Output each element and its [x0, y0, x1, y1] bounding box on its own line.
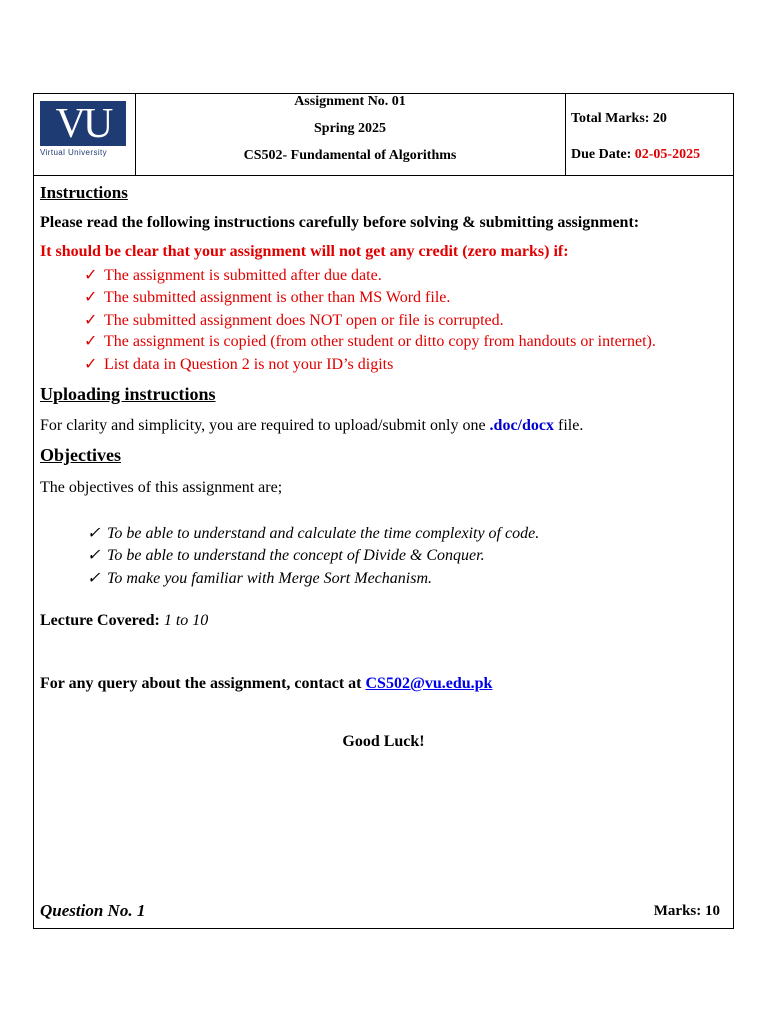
good-luck: Good Luck!: [342, 733, 425, 750]
vu-logo-letters: VU: [55, 101, 111, 147]
objective-item: ✓ To make you familiar with Merge Sort Mechanism.: [87, 570, 433, 587]
contact-email-link[interactable]: CS502@vu.edu.pk: [365, 675, 493, 692]
assignment-frame: [33, 93, 734, 929]
check-icon: ✓: [87, 547, 101, 564]
header-table: [34, 94, 733, 176]
check-icon: ✓: [84, 333, 98, 350]
check-icon: ✓: [84, 289, 98, 306]
question-marks: Marks: 10: [653, 903, 720, 919]
instruction-item: ✓ The submitted assignment does NOT open or file is corrupted.: [84, 312, 504, 329]
due-date: [571, 147, 700, 163]
logo-cell: [34, 94, 136, 175]
due-date-label: Due Date:: [571, 147, 632, 162]
total-marks: Total Marks: 20: [571, 111, 667, 126]
objective-item: ✓ To be able to understand the concept of Divide & Conquer.: [87, 547, 485, 564]
check-icon: ✓: [84, 312, 98, 329]
uploading-text: For clarity and simplicity, you are required to upload/submit only one .doc/docx file.: [40, 417, 584, 434]
semester: Spring 2025: [314, 121, 386, 136]
question-label: Question No. 1: [40, 901, 146, 920]
lectures-covered: Lecture Covered: 1 to 10: [40, 612, 209, 629]
marks-cell: [565, 94, 733, 175]
assignment-number: Assignment No. 01: [294, 94, 406, 109]
warning-text: It should be clear that your assignment will not get any credit (zero marks) if:: [40, 243, 569, 260]
instruction-item: ✓ The submitted assignment is other than MS Word file.: [84, 289, 451, 306]
file-type: .doc/docx: [489, 417, 554, 434]
check-icon: ✓: [84, 267, 98, 284]
check-icon: ✓: [84, 356, 98, 373]
uploading-heading: Uploading instructions: [40, 384, 216, 404]
objectives-heading: Objectives: [40, 445, 121, 465]
instructions-lead: Please read the following instructions carefully before solving & submitting assignment:: [40, 214, 640, 231]
objective-item: ✓ To be able to understand and calculate the time complexity of code.: [87, 525, 540, 542]
vu-logo: [40, 101, 126, 146]
vu-logo-caption: Virtual University: [40, 148, 108, 157]
check-icon: ✓: [87, 525, 101, 542]
title-cell: [135, 94, 566, 175]
contact-line: For any query about the assignment, contact at CS502@vu.edu.pk: [40, 675, 493, 692]
due-date-value: 02-05-2025: [634, 147, 701, 162]
course-title: CS502- Fundamental of Algorithms: [243, 148, 457, 163]
check-icon: ✓: [87, 570, 101, 587]
instructions-heading: Instructions: [40, 183, 128, 202]
instruction-item: ✓ The assignment is copied (from other student or ditto copy from handouts or internet).: [84, 333, 656, 350]
instruction-item: ✓ The assignment is submitted after due date.: [84, 267, 382, 284]
instruction-item: ✓ List data in Question 2 is not your ID’s digits: [84, 356, 394, 373]
objectives-intro: The objectives of this assignment are;: [40, 479, 283, 496]
